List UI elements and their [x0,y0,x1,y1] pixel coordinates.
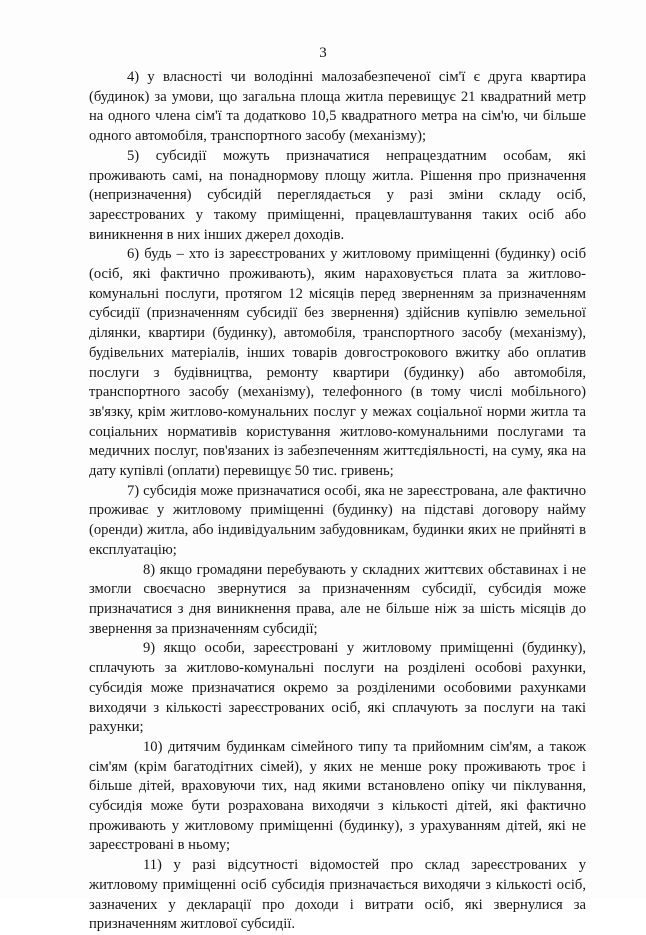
paragraph-item-7: 7) субсидія може призначатися особі, яка не зареєстрована, але фактично проживає у житловому приміщенні (будинку) на підставі договору найму (оренди) житла, або індивідуальним забудовникам, будинки яких не прийняті в експлуатацію; [89,482,586,558]
paragraph-item-4: 4) у власності чи володінні малозабезпеченої сім'ї є друга квартира (будинок) за умови, що загальна площа житла перевищує 21 квадратний метр на одного члена сім'ї та додатково 10,5 квадратного метра на сім'ю, чи більше одного автомобіля, транспортного засобу (механізму); [89,69,586,145]
paragraph-item-10: 10) дитячим будинкам сімейного типу та прийомним сім'ям, а також сім'ям (крім багатодітних сімей), у яких не менше року проживають троє і більше дітей, враховуючи тих, над якими встановлено опіку чи піклування, субсидія може бути розрахована виходячи з кількості дітей, які фактично проживають у житловому приміщенні (будинку), з урахуванням дітей, які не зареєстровані в ньому; [89,738,586,854]
page-number: 3 [319,45,327,61]
document-body [89,68,586,935]
paragraph-item-9: 9) якщо особи, зареєстровані у житловому приміщенні (будинку), сплачують за житлово-комунальні послуги на розділені особові рахунки, субсидія може призначатися окремо за розділеними особовими рахунками виходячи з кількості зареєстрованих осіб, які сплачують за послуги на такі рахунки; [89,640,586,736]
paragraph-item-5: 5) субсидії можуть призначатися непрацездатним особам, які проживають самі, на понаднормову площу житла. Рішення про призначення (непризначення) субсидій переглядається у разі зміни складу осіб, зареєстрованих у такому приміщенні, працевлаштування таких осіб або виникнення в них інших джерел доходів. [89,147,586,243]
paragraph-item-6: 6) будь – хто із зареєстрованих у житловому приміщенні (будинку) осіб (осіб, які фактично проживають), яким нараховується плата за житлово-комунальні послуги, протягом 12 місяців перед зверненням за призначенням субсидії (призначенням субсидії без звернення) здійснив купівлю земельної ділянки, квартири (будинку), автомобіля, транспортного засобу (механізму), будівельних матеріалів, інших товарів довгострокового вжитку або оплатив послуги з будівництва, ремонту квартири (будинку) або автомобіля, транспортного засобу (механізму), телефонного (в тому числі мобільного) зв'язку, крім житлово-комунальних послуг у межах соціальної норми житла та соціальних нормативів користування житлово-комунальними послугами та медичних послуг, пов'язаних із забезпеченням життєдіяльності, на суму, яка на дату купівлі (оплати) перевищує 50 тис. гривень; [89,246,586,480]
paragraph-item-11: 11) у разі відсутності відомостей про склад зареєстрованих у житловому приміщенні осіб субсидія призначається виходячи з кількості осіб, зазначених у декларації про доходи і витрати осіб, які звернулися за призначенням житлової субсидії. [89,857,586,933]
paragraph-item-8: 8) якщо громадяни перебувають у складних життєвих обставинах і не змогли своєчасно звернутися за призначенням субсидії, субсидія може призначатися з дня виникнення права, але не більше ніж за шість місяців до звернення за призначенням субсидії; [89,561,586,637]
